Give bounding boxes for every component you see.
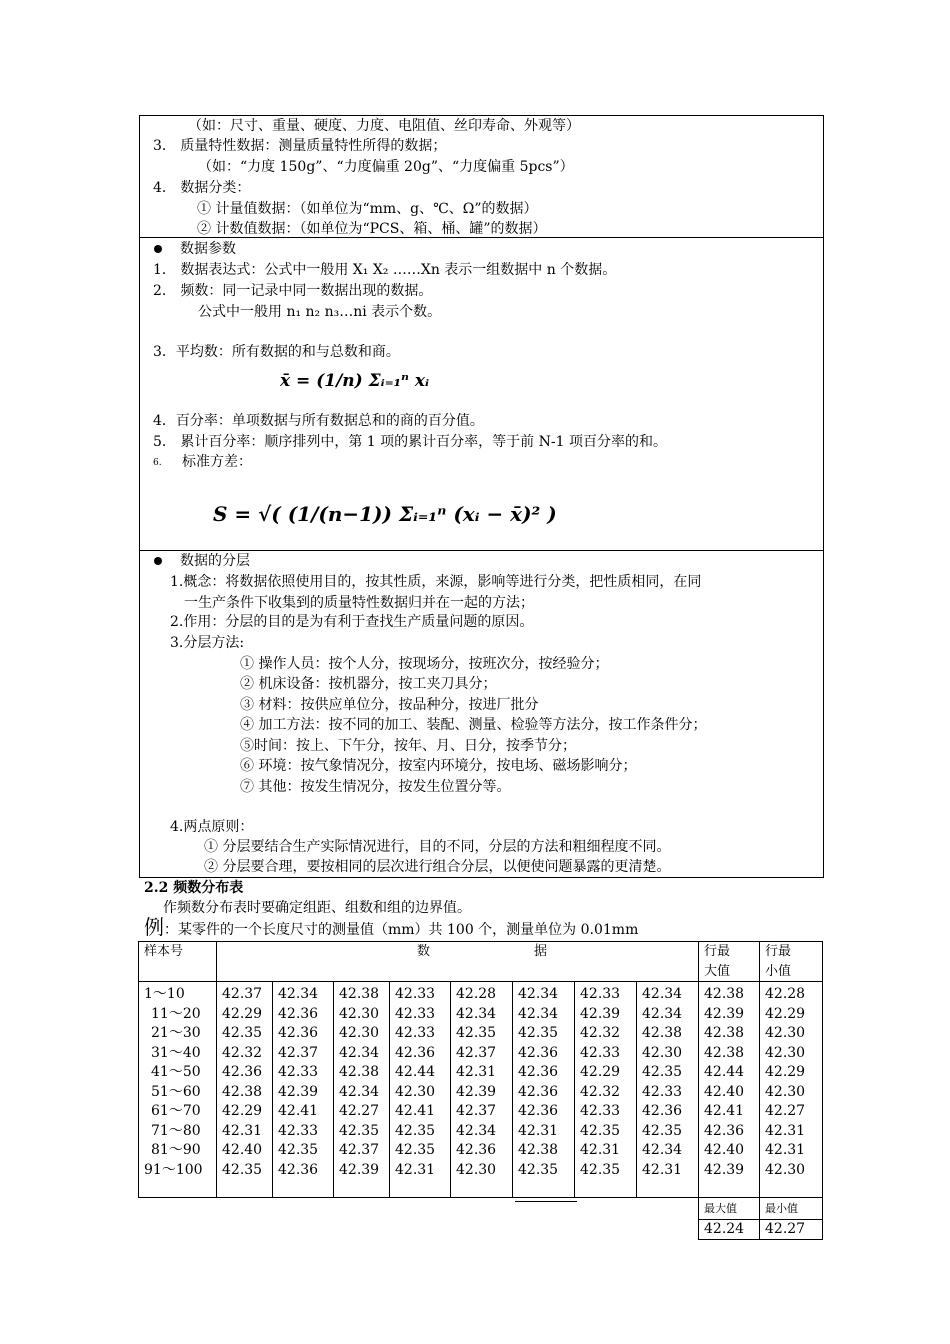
data-column <box>513 982 575 1198</box>
row-min-column <box>760 982 823 1198</box>
range-cell: 31～40 <box>151 1044 201 1061</box>
data-cell: 42.33 <box>580 1044 621 1061</box>
text-line: 4.两点原则： <box>170 819 254 835</box>
data-cell: 42.31 <box>222 1122 263 1139</box>
header-row-min: 行最小值 <box>760 942 823 982</box>
data-cell: 42.44 <box>704 1064 745 1080</box>
data-cell: 42.40 <box>222 1142 263 1158</box>
data-cell: 42.36 <box>456 1142 497 1158</box>
data-column <box>217 982 273 1198</box>
data-cell: 42.39 <box>704 1005 745 1022</box>
range-cell: 61～70 <box>151 1103 201 1119</box>
range-cell: 51～60 <box>151 1083 201 1100</box>
range-cell: 1～10 <box>144 986 185 1002</box>
text-line: ① 操作人员：按个人分，按现场分，按班次分，按经验分； <box>240 656 609 672</box>
max-label: 最大值 <box>699 1198 760 1220</box>
data-cell: 42.35 <box>642 1122 683 1139</box>
data-column <box>390 982 451 1198</box>
data-cell: 42.38 <box>642 1025 683 1041</box>
text-line: ② 机床设备：按机器分，按工夹刀具分； <box>240 676 497 692</box>
data-cell: 42.34 <box>642 986 683 1002</box>
data-cell: 42.33 <box>395 986 436 1002</box>
text-line: 2． 频数：同一记录中同一数据出现的数据。 <box>153 283 433 299</box>
text-line: 公式中一般用 n₁ n₂ n₃…ni 表示个数。 <box>198 304 442 320</box>
text-line: ④ 加工方法：按不同的加工、装配、测量、检验等方法分，按工作条件分； <box>240 717 707 733</box>
sample-ranges <box>139 982 217 1198</box>
data-cell: 42.34 <box>456 1005 497 1022</box>
data-cell: 42.36 <box>278 1025 319 1041</box>
data-cell: 42.30 <box>395 1083 436 1100</box>
text-line: ① 分层要结合生产实际情况进行，目的不同，分层的方法和粗细程度不同。 <box>204 839 671 855</box>
text-line: ⑤时间：按上、下午分，按年、月、日分，按季节分； <box>240 738 576 754</box>
text-line: （如：“力度 150g”、“力度偏重 20g”、“力度偏重 5pcs”） <box>198 159 574 175</box>
data-cell: 42.35 <box>339 1122 380 1139</box>
data-cell: 42.30 <box>765 1161 806 1178</box>
data-column <box>334 982 390 1198</box>
data-cell: 42.31 <box>395 1161 436 1178</box>
text-line: 5． 累计百分率：顺序排列中，第 1 项的累计百分率，等于前 N-1 项百分率的和。 <box>153 434 667 450</box>
data-cell: 42.35 <box>518 1161 559 1178</box>
short-rule <box>515 1201 577 1202</box>
example-line: 例：某零件的一个长度尺寸的测量值（mm）共 100 个，测量单位为 0.01mm <box>144 915 639 939</box>
data-cell: 42.36 <box>518 1064 559 1080</box>
data-cell: 42.34 <box>518 986 559 1002</box>
text-line: 2.作用：分层的目的是为有利于查找生产质量问题的原因。 <box>170 614 534 630</box>
data-cell: 42.30 <box>642 1044 683 1061</box>
data-cell: 42.39 <box>456 1083 497 1100</box>
data-cell: 42.33 <box>642 1083 683 1100</box>
range-cell: 41～50 <box>151 1064 201 1080</box>
data-cell: 42.27 <box>765 1103 806 1119</box>
mean-formula: x̄ = (1/n) Σᵢ₌₁ⁿ xᵢ <box>280 371 430 391</box>
data-cell: 42.37 <box>222 986 263 1002</box>
data-cell: 42.36 <box>518 1044 559 1061</box>
data-cell: 42.29 <box>765 1064 806 1080</box>
data-cell: 42.37 <box>278 1044 319 1061</box>
blank-cell <box>139 1198 699 1220</box>
data-cell: 42.33 <box>278 1064 319 1080</box>
range-cell: 91～100 <box>144 1161 203 1178</box>
text-line: 3． 质量特性数据：测量质量特性所得的数据； <box>153 138 447 154</box>
data-cell: 42.40 <box>704 1142 745 1158</box>
data-cell: 42.39 <box>339 1161 380 1178</box>
data-column <box>273 982 334 1198</box>
data-cell: 42.29 <box>765 1005 806 1022</box>
data-cell: 42.34 <box>278 986 319 1002</box>
data-cell: 42.34 <box>642 1005 683 1022</box>
data-cell: 42.41 <box>395 1103 436 1119</box>
data-cell: 42.36 <box>518 1103 559 1119</box>
data-cell: 42.37 <box>456 1103 497 1119</box>
data-cell: 42.35 <box>456 1025 497 1041</box>
text-line: （如：尺寸、重量、硬度、力度、电阻值、丝印寿命、外观等） <box>188 118 580 134</box>
data-cell: 42.31 <box>518 1122 559 1139</box>
text-line: 3．平均数：所有数据的和与总数和商。 <box>153 344 400 360</box>
list-number: 6. <box>153 458 162 468</box>
bullet-icon <box>154 245 162 253</box>
row-max-column <box>699 982 760 1198</box>
section-data-types <box>139 115 824 238</box>
range-cell: 81～90 <box>151 1142 201 1158</box>
section-data-parameters <box>139 237 824 551</box>
data-cell: 42.38 <box>704 986 745 1002</box>
data-cell: 42.30 <box>765 1025 806 1041</box>
text-line: ② 计数值数据：（如单位为“PCS、箱、桶、罐”的数据） <box>197 221 547 237</box>
text-line: 4．百分率：单项数据与所有数据总和的商的百分值。 <box>153 413 484 429</box>
data-cell: 42.38 <box>222 1083 263 1100</box>
data-cell: 42.35 <box>518 1025 559 1041</box>
min-label: 最小值 <box>760 1198 823 1220</box>
range-cell: 71～80 <box>151 1122 201 1139</box>
measurement-table <box>138 941 823 1240</box>
data-cell: 42.33 <box>395 1005 436 1022</box>
text-line: ⑥ 环境：按气象情况分，按室内环境分，按电场、磁场影响分； <box>240 758 637 774</box>
data-cell: 42.31 <box>580 1142 621 1158</box>
range-cell: 21～30 <box>151 1025 201 1041</box>
text-line: 标准方差： <box>182 454 252 470</box>
data-cell: 42.30 <box>339 1025 380 1041</box>
section-heading: 数据参数 <box>154 240 236 259</box>
data-cell: 42.29 <box>580 1064 621 1080</box>
data-cell: 42.44 <box>395 1064 436 1080</box>
header-data: 数 据 <box>217 942 699 982</box>
blank-cell <box>139 1219 699 1240</box>
data-column <box>575 982 637 1198</box>
data-cell: 42.35 <box>222 1161 263 1178</box>
intro-text: 作频数分布表时要确定组距、组数和组的边界值。 <box>163 900 471 916</box>
range-cell: 11～20 <box>151 1005 201 1022</box>
section-stratification <box>139 550 824 878</box>
data-cell: 42.39 <box>278 1083 319 1100</box>
data-cell: 42.28 <box>456 986 497 1002</box>
data-cell: 42.27 <box>339 1103 380 1119</box>
data-cell: 42.34 <box>642 1142 683 1158</box>
data-cell: 42.29 <box>222 1103 263 1119</box>
data-cell: 42.35 <box>580 1161 621 1178</box>
data-cell: 42.38 <box>339 1064 380 1080</box>
data-cell: 42.31 <box>456 1064 497 1080</box>
text-line: 1.概念：将数据依照使用目的，按其性质，来源，影响等进行分类，把性质相同，在同 <box>170 574 702 590</box>
data-cell: 42.31 <box>765 1122 806 1139</box>
overall-max: 42.24 <box>699 1219 760 1240</box>
data-cell: 42.34 <box>518 1005 559 1022</box>
data-cell: 42.41 <box>278 1103 319 1119</box>
data-cell: 42.38 <box>518 1142 559 1158</box>
text-line: ⑦ 其他：按发生情况分，按发生位置分等。 <box>240 779 511 795</box>
data-cell: 42.36 <box>278 1005 319 1022</box>
header-sample: 样本号 <box>139 942 217 982</box>
data-cell: 42.35 <box>395 1142 436 1158</box>
data-cell: 42.34 <box>456 1122 497 1139</box>
data-cell: 42.36 <box>278 1161 319 1178</box>
data-cell: 42.39 <box>580 1005 621 1022</box>
data-cell: 42.38 <box>704 1044 745 1061</box>
data-cell: 42.33 <box>580 986 621 1002</box>
data-cell: 42.36 <box>518 1083 559 1100</box>
data-column <box>637 982 699 1198</box>
overall-min: 42.27 <box>760 1219 823 1240</box>
data-cell: 42.35 <box>580 1122 621 1139</box>
data-cell: 42.35 <box>395 1122 436 1139</box>
data-cell: 42.35 <box>278 1142 319 1158</box>
std-dev-formula: S = √( (1/(n−1)) Σᵢ₌₁ⁿ (xᵢ − x̄)² ) <box>213 502 557 526</box>
data-cell: 42.36 <box>395 1044 436 1061</box>
bullet-icon <box>154 557 162 565</box>
text-line: 1． 数据表达式：公式中一般用 X₁ X₂ ……Xn 表示一组数据中 n 个数据。 <box>153 262 617 278</box>
text-line: 4． 数据分类： <box>153 180 251 196</box>
text-line: ② 分层要合理，要按相同的层次进行组合分层，以便使问题暴露的更清楚。 <box>204 859 671 875</box>
text-line: ① 计量值数据：（如单位为“mm、g、℃、Ω”的数据） <box>197 201 538 217</box>
data-cell: 42.36 <box>642 1103 683 1119</box>
data-column <box>451 982 513 1198</box>
data-cell: 42.41 <box>704 1103 745 1119</box>
data-cell: 42.39 <box>704 1161 745 1178</box>
data-cell: 42.31 <box>765 1142 806 1158</box>
data-cell: 42.33 <box>580 1103 621 1119</box>
data-cell: 42.36 <box>222 1064 263 1080</box>
data-cell: 42.32 <box>222 1044 263 1061</box>
data-cell: 42.30 <box>765 1083 806 1100</box>
data-cell: 42.32 <box>580 1025 621 1041</box>
data-cell: 42.38 <box>339 986 380 1002</box>
data-cell: 42.35 <box>222 1025 263 1041</box>
text-line: ③ 材料：按供应单位分，按品种分，按进厂批分 <box>240 697 539 713</box>
data-cell: 42.34 <box>339 1044 380 1061</box>
data-cell: 42.30 <box>456 1161 497 1178</box>
section-heading: 数据的分层 <box>154 552 250 571</box>
data-cell: 42.30 <box>339 1005 380 1022</box>
subsection-title: 2.2 频数分布表 <box>144 880 244 896</box>
data-cell: 42.33 <box>278 1122 319 1139</box>
data-cell: 42.33 <box>395 1025 436 1041</box>
data-cell: 42.37 <box>339 1142 380 1158</box>
data-cell: 42.37 <box>456 1044 497 1061</box>
data-cell: 42.35 <box>642 1064 683 1080</box>
data-cell: 42.32 <box>580 1083 621 1100</box>
data-cell: 42.34 <box>339 1083 380 1100</box>
data-cell: 42.38 <box>704 1025 745 1041</box>
data-cell: 42.30 <box>765 1044 806 1061</box>
text-line: 3.分层方法: <box>170 635 245 651</box>
data-cell: 42.28 <box>765 986 806 1002</box>
header-row-max: 行最大值 <box>699 942 760 982</box>
data-cell: 42.40 <box>704 1083 745 1100</box>
data-cell: 42.36 <box>704 1122 745 1139</box>
data-cell: 42.31 <box>642 1161 683 1178</box>
text-line: 一生产条件下收集到的质量特性数据归并在一起的方法； <box>184 595 534 611</box>
data-cell: 42.29 <box>222 1005 263 1022</box>
